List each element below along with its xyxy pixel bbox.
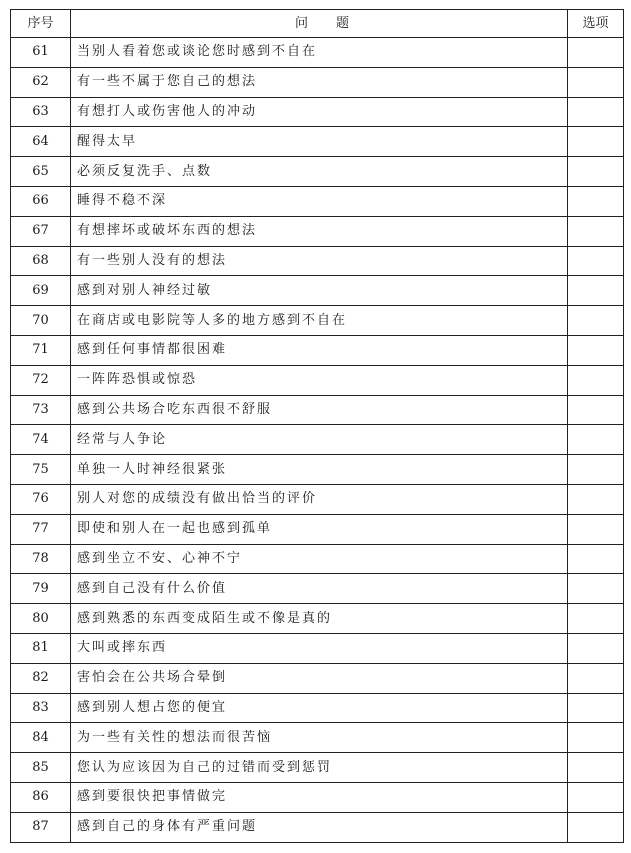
row-number: 70 bbox=[11, 306, 71, 336]
table-row bbox=[11, 246, 624, 276]
table-row bbox=[11, 663, 624, 693]
row-option-cell[interactable] bbox=[568, 157, 624, 187]
row-number: 86 bbox=[11, 782, 71, 812]
table-row bbox=[11, 67, 624, 97]
header-question-a: 问 bbox=[294, 16, 308, 31]
table-row bbox=[11, 574, 624, 604]
row-question: 感到对别人神经过敏 bbox=[71, 276, 568, 306]
table-row bbox=[11, 186, 624, 216]
row-question: 有一些别人没有的想法 bbox=[71, 246, 568, 276]
row-question: 单独一人时神经很紧张 bbox=[71, 455, 568, 485]
row-option-cell[interactable] bbox=[568, 306, 624, 336]
row-question: 经常与人争论 bbox=[71, 425, 568, 455]
row-question: 大叫或摔东西 bbox=[71, 633, 568, 663]
row-option-cell[interactable] bbox=[568, 425, 624, 455]
row-option-cell[interactable] bbox=[568, 782, 624, 812]
row-option-cell[interactable] bbox=[568, 395, 624, 425]
row-number: 75 bbox=[11, 455, 71, 485]
row-option-cell[interactable] bbox=[568, 514, 624, 544]
row-number: 77 bbox=[11, 514, 71, 544]
row-number: 84 bbox=[11, 723, 71, 753]
table-row bbox=[11, 723, 624, 753]
row-question: 感到坐立不安、心神不宁 bbox=[71, 544, 568, 574]
row-number: 80 bbox=[11, 604, 71, 634]
row-question: 您认为应该因为自己的过错而受到惩罚 bbox=[71, 753, 568, 783]
row-number: 65 bbox=[11, 157, 71, 187]
table-row bbox=[11, 693, 624, 723]
row-question: 在商店或电影院等人多的地方感到不自在 bbox=[71, 306, 568, 336]
row-number: 69 bbox=[11, 276, 71, 306]
table-row bbox=[11, 335, 624, 365]
table-row bbox=[11, 97, 624, 127]
row-number: 64 bbox=[11, 127, 71, 157]
row-option-cell[interactable] bbox=[568, 365, 624, 395]
header-num: 序号 bbox=[11, 10, 71, 38]
row-option-cell[interactable] bbox=[568, 455, 624, 485]
row-option-cell[interactable] bbox=[568, 276, 624, 306]
row-number: 74 bbox=[11, 425, 71, 455]
row-option-cell[interactable] bbox=[568, 604, 624, 634]
row-option-cell[interactable] bbox=[568, 246, 624, 276]
row-option-cell[interactable] bbox=[568, 335, 624, 365]
row-question: 醒得太早 bbox=[71, 127, 568, 157]
row-question: 当别人看着您或谈论您时感到不自在 bbox=[71, 38, 568, 68]
table-row bbox=[11, 157, 624, 187]
table-row bbox=[11, 753, 624, 783]
row-number: 68 bbox=[11, 246, 71, 276]
row-number: 78 bbox=[11, 544, 71, 574]
row-number: 63 bbox=[11, 97, 71, 127]
row-option-cell[interactable] bbox=[568, 216, 624, 246]
row-number: 87 bbox=[11, 812, 71, 842]
row-option-cell[interactable] bbox=[568, 812, 624, 842]
row-question: 有想打人或伤害他人的冲动 bbox=[71, 97, 568, 127]
row-number: 85 bbox=[11, 753, 71, 783]
row-question: 害怕会在公共场合晕倒 bbox=[71, 663, 568, 693]
row-question: 睡得不稳不深 bbox=[71, 186, 568, 216]
row-question: 感到自己的身体有严重问题 bbox=[71, 812, 568, 842]
table-row bbox=[11, 38, 624, 68]
table-row bbox=[11, 514, 624, 544]
table-row bbox=[11, 812, 624, 842]
row-number: 76 bbox=[11, 484, 71, 514]
row-question: 感到别人想占您的便宜 bbox=[71, 693, 568, 723]
row-option-cell[interactable] bbox=[568, 97, 624, 127]
row-number: 82 bbox=[11, 663, 71, 693]
questionnaire-table bbox=[10, 9, 624, 843]
row-question: 感到自己没有什么价值 bbox=[71, 574, 568, 604]
row-question: 别人对您的成绩没有做出恰当的评价 bbox=[71, 484, 568, 514]
table-row bbox=[11, 395, 624, 425]
table-row bbox=[11, 425, 624, 455]
row-option-cell[interactable] bbox=[568, 186, 624, 216]
table-row bbox=[11, 604, 624, 634]
row-option-cell[interactable] bbox=[568, 663, 624, 693]
header-question-b: 题 bbox=[336, 16, 350, 31]
row-number: 73 bbox=[11, 395, 71, 425]
table-row bbox=[11, 306, 624, 336]
table-row bbox=[11, 127, 624, 157]
row-option-cell[interactable] bbox=[568, 127, 624, 157]
table-row bbox=[11, 276, 624, 306]
row-question: 必须反复洗手、点数 bbox=[71, 157, 568, 187]
row-option-cell[interactable] bbox=[568, 484, 624, 514]
row-number: 72 bbox=[11, 365, 71, 395]
row-number: 71 bbox=[11, 335, 71, 365]
row-number: 83 bbox=[11, 693, 71, 723]
row-option-cell[interactable] bbox=[568, 753, 624, 783]
row-number: 67 bbox=[11, 216, 71, 246]
row-option-cell[interactable] bbox=[568, 38, 624, 68]
header-question bbox=[71, 10, 568, 38]
row-question: 一阵阵恐惧或惊恐 bbox=[71, 365, 568, 395]
row-option-cell[interactable] bbox=[568, 544, 624, 574]
row-option-cell[interactable] bbox=[568, 633, 624, 663]
table-row bbox=[11, 544, 624, 574]
table-row bbox=[11, 484, 624, 514]
row-number: 62 bbox=[11, 67, 71, 97]
row-option-cell[interactable] bbox=[568, 723, 624, 753]
row-option-cell[interactable] bbox=[568, 693, 624, 723]
row-question: 有一些不属于您自己的想法 bbox=[71, 67, 568, 97]
row-question: 感到公共场合吃东西很不舒服 bbox=[71, 395, 568, 425]
row-number: 66 bbox=[11, 186, 71, 216]
row-question: 感到任何事情都很困难 bbox=[71, 335, 568, 365]
table-row bbox=[11, 365, 624, 395]
row-number: 79 bbox=[11, 574, 71, 604]
table-row bbox=[11, 216, 624, 246]
row-option-cell[interactable] bbox=[568, 574, 624, 604]
row-number: 81 bbox=[11, 633, 71, 663]
table-row bbox=[11, 633, 624, 663]
row-question: 感到要很快把事情做完 bbox=[71, 782, 568, 812]
table-row bbox=[11, 782, 624, 812]
row-question: 即使和别人在一起也感到孤单 bbox=[71, 514, 568, 544]
row-question: 感到熟悉的东西变成陌生或不像是真的 bbox=[71, 604, 568, 634]
row-option-cell[interactable] bbox=[568, 67, 624, 97]
header-row bbox=[11, 10, 624, 38]
header-option: 选项 bbox=[568, 10, 624, 38]
row-number: 61 bbox=[11, 38, 71, 68]
table-row bbox=[11, 455, 624, 485]
row-question: 有想摔坏或破坏东西的想法 bbox=[71, 216, 568, 246]
row-question: 为一些有关性的想法而很苦恼 bbox=[71, 723, 568, 753]
